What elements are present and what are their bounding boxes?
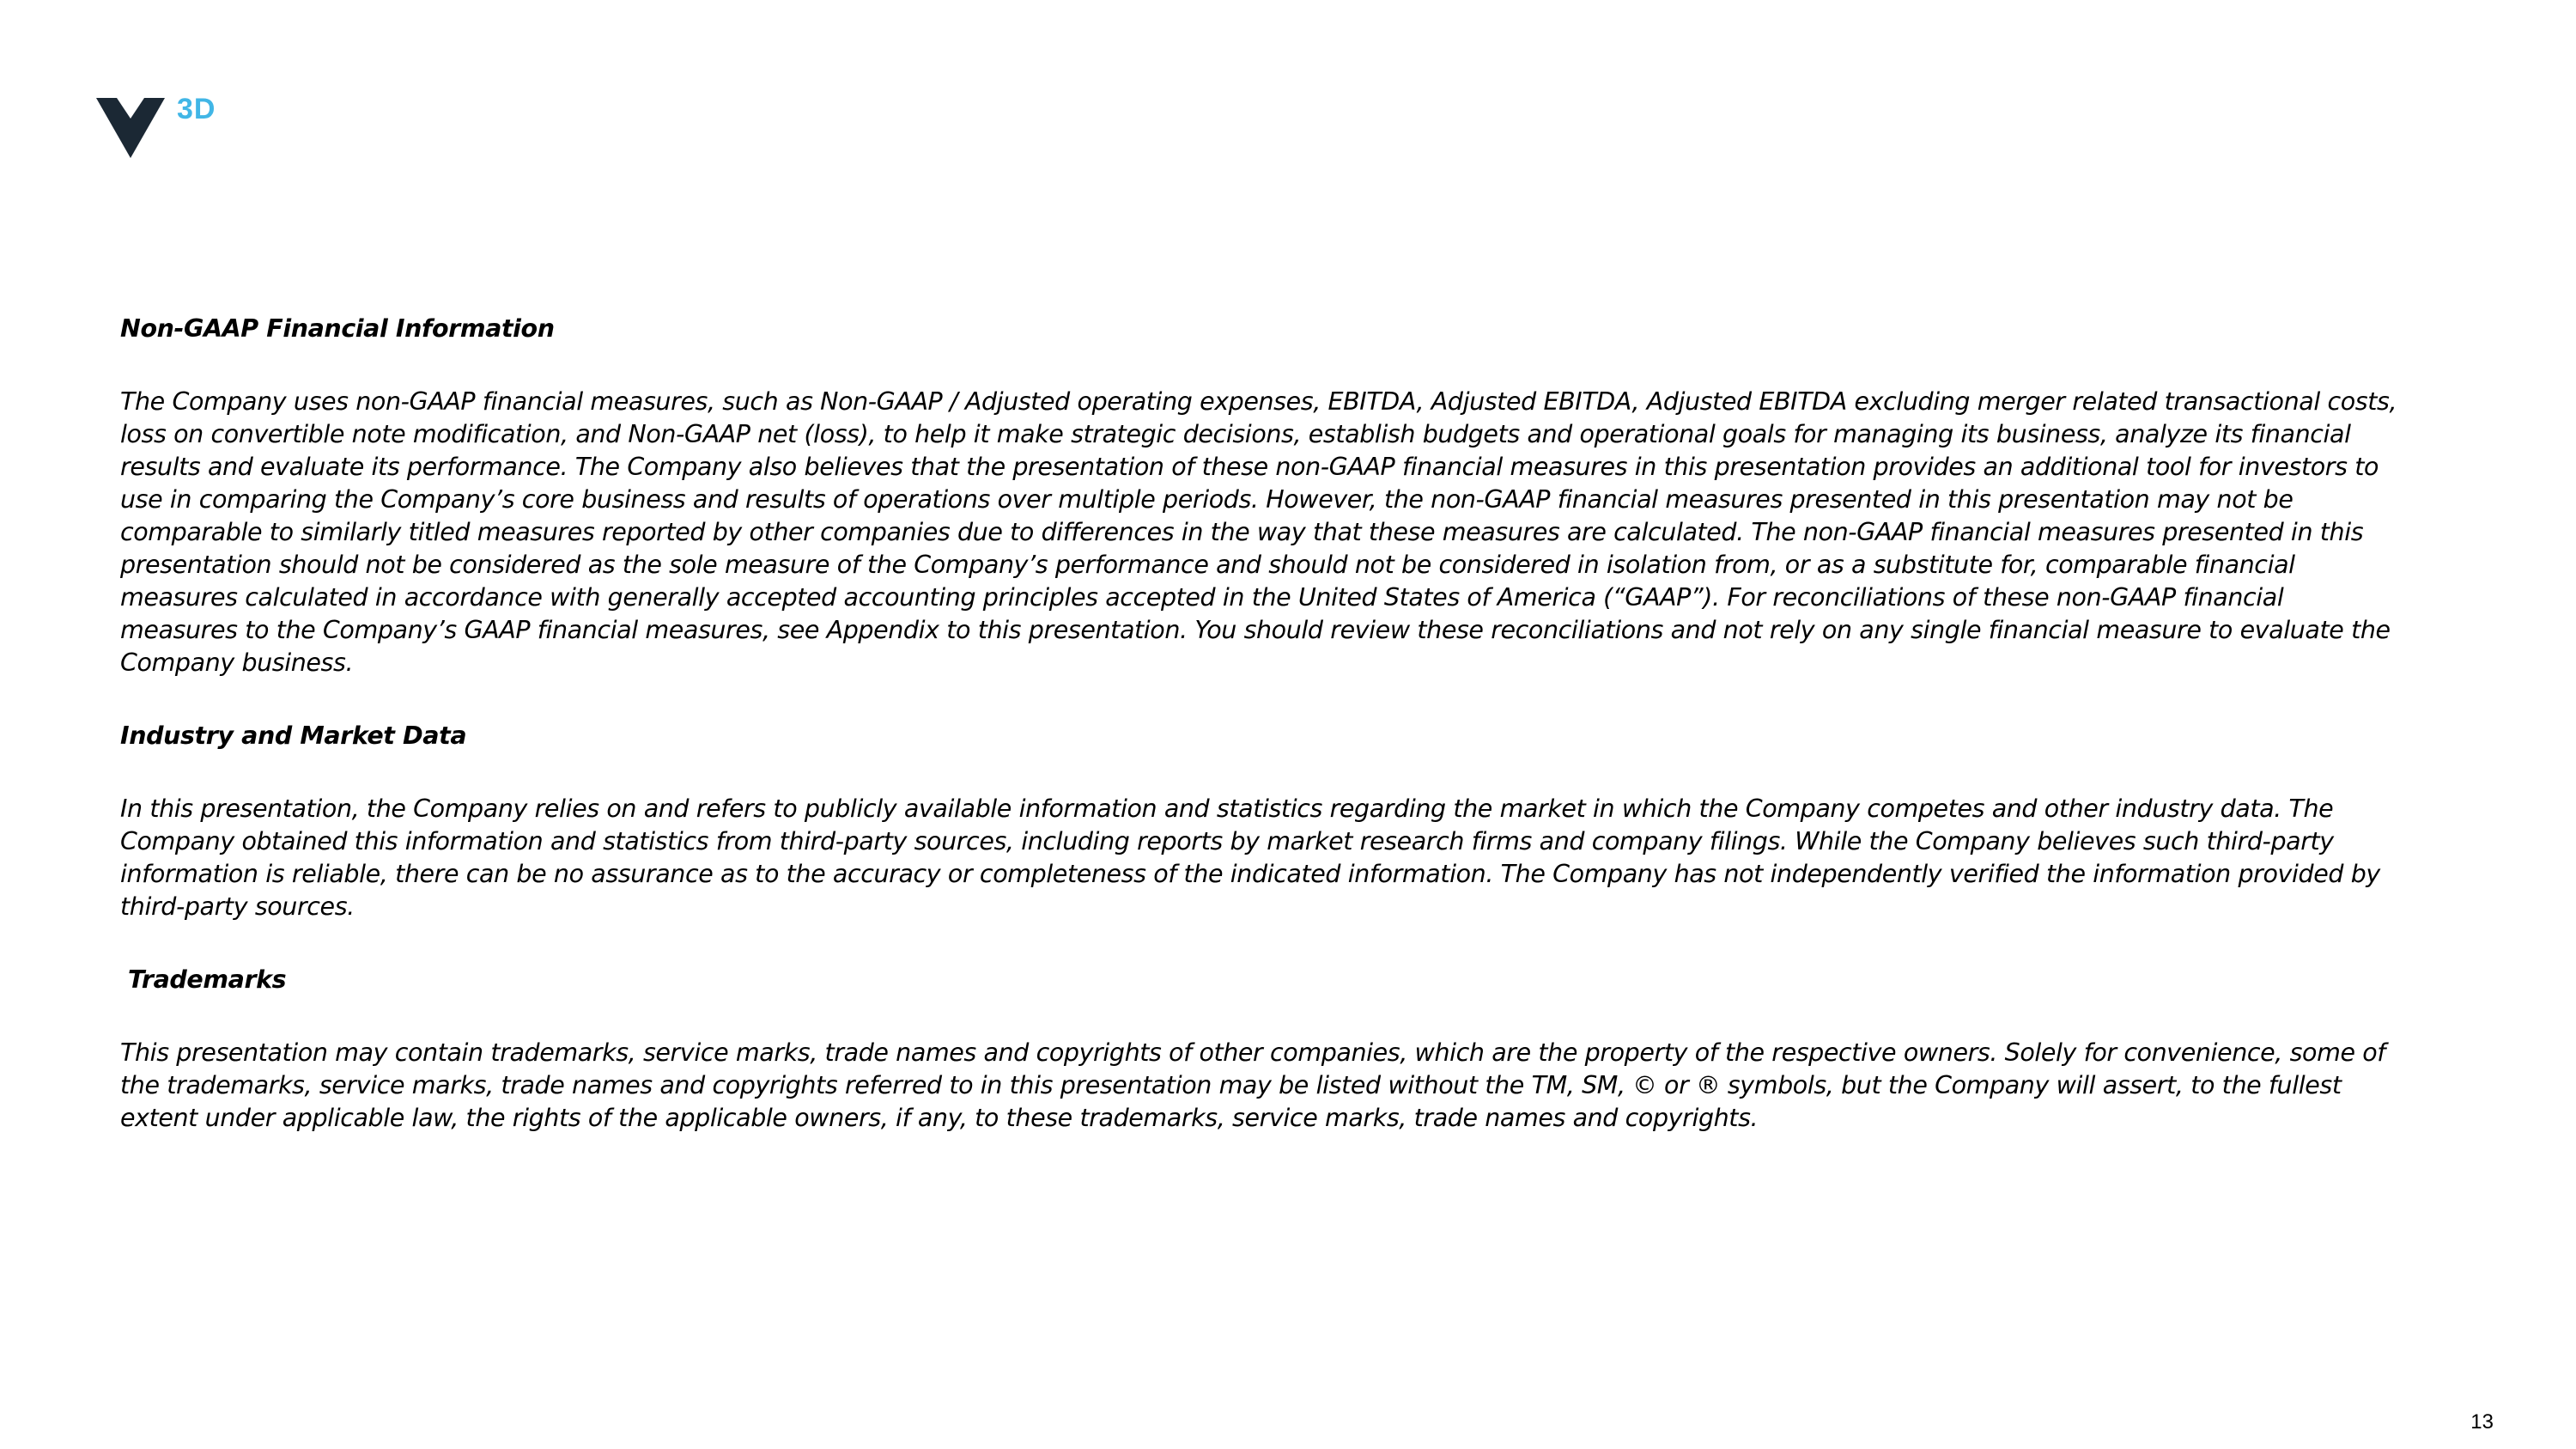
disclaimer-content	[120, 313, 2404, 1175]
trademarks-paragraph: This presentation may contain trademarks, service marks, trade names and copyrights of other companies, which are the property of the respective owners. Solely for convenience, some of the trademarks, service marks, trade names and copyrights referred to in this presentation may be listed without the TM, SM, © or ® symbols, but the Company will assert, to the fullest extent under applicable law, the rights of the applicable owners, if any, to these trademarks, service marks, trade names and copyrights.	[120, 1038, 2385, 1132]
industry-market-data-heading: Industry and Market Data	[120, 721, 467, 750]
non-gaap-heading: Non-GAAP Financial Information	[120, 314, 555, 343]
industry-market-data-section	[120, 720, 2404, 923]
page-number: 13	[2470, 1410, 2494, 1434]
non-gaap-paragraph: The Company uses non-GAAP financial measures, such as Non-GAAP / Adjusted operating expenses, EBITDA, Adjusted EBITDA, Adjusted EBITDA excluding merger related transactional costs, loss on convertible note modification, and Non-GAAP net (loss), to help it make strategic decisions, establish budgets and operational goals for managing its business, analyze its financial results and evaluate its performance. The Company also believes that the presentation of these non-GAAP financial measures in this presentation provides an additional tool for investors to use in comparing the Company’s core business and results of operations over multiple periods. However, the non-GAAP financial measures presented in this presentation may not be comparable to similarly titled measures reported by other companies due to differences in the way that these measures are calculated. The non-GAAP financial measures presented in this presentation should not be considered as the sole measure of the Company’s performance and should not be considered in isolation from, or as a substitute for, comparable financial measures calculated in accordance with generally accepted accounting principles accepted in the United States of America (“GAAP”). For reconciliations of these non-GAAP financial measures to the Company’s GAAP financial measures, see Appendix to this presentation. You should review these reconciliations and not rely on any single financial measure to evaluate the Company business.	[120, 387, 2397, 677]
v-shape-logo-icon	[96, 98, 165, 158]
trademarks-section	[120, 964, 2404, 1135]
industry-market-data-paragraph: In this presentation, the Company relies on and refers to publicly available information and statistics regarding the market in which the Company competes and other industry data. The Company obtained this information and statistics from third-party sources, including reports by market research firms and company filings. While the Company believes such third-party information is reliable, there can be no assurance as to the accuracy or completeness of the indicated information. The Company has not independently verified the information provided by third-party sources.	[120, 795, 2380, 921]
logo-text: 3D	[177, 93, 216, 125]
non-gaap-section	[120, 313, 2404, 679]
trademarks-heading: Trademarks	[128, 965, 287, 994]
company-logo	[96, 94, 302, 160]
